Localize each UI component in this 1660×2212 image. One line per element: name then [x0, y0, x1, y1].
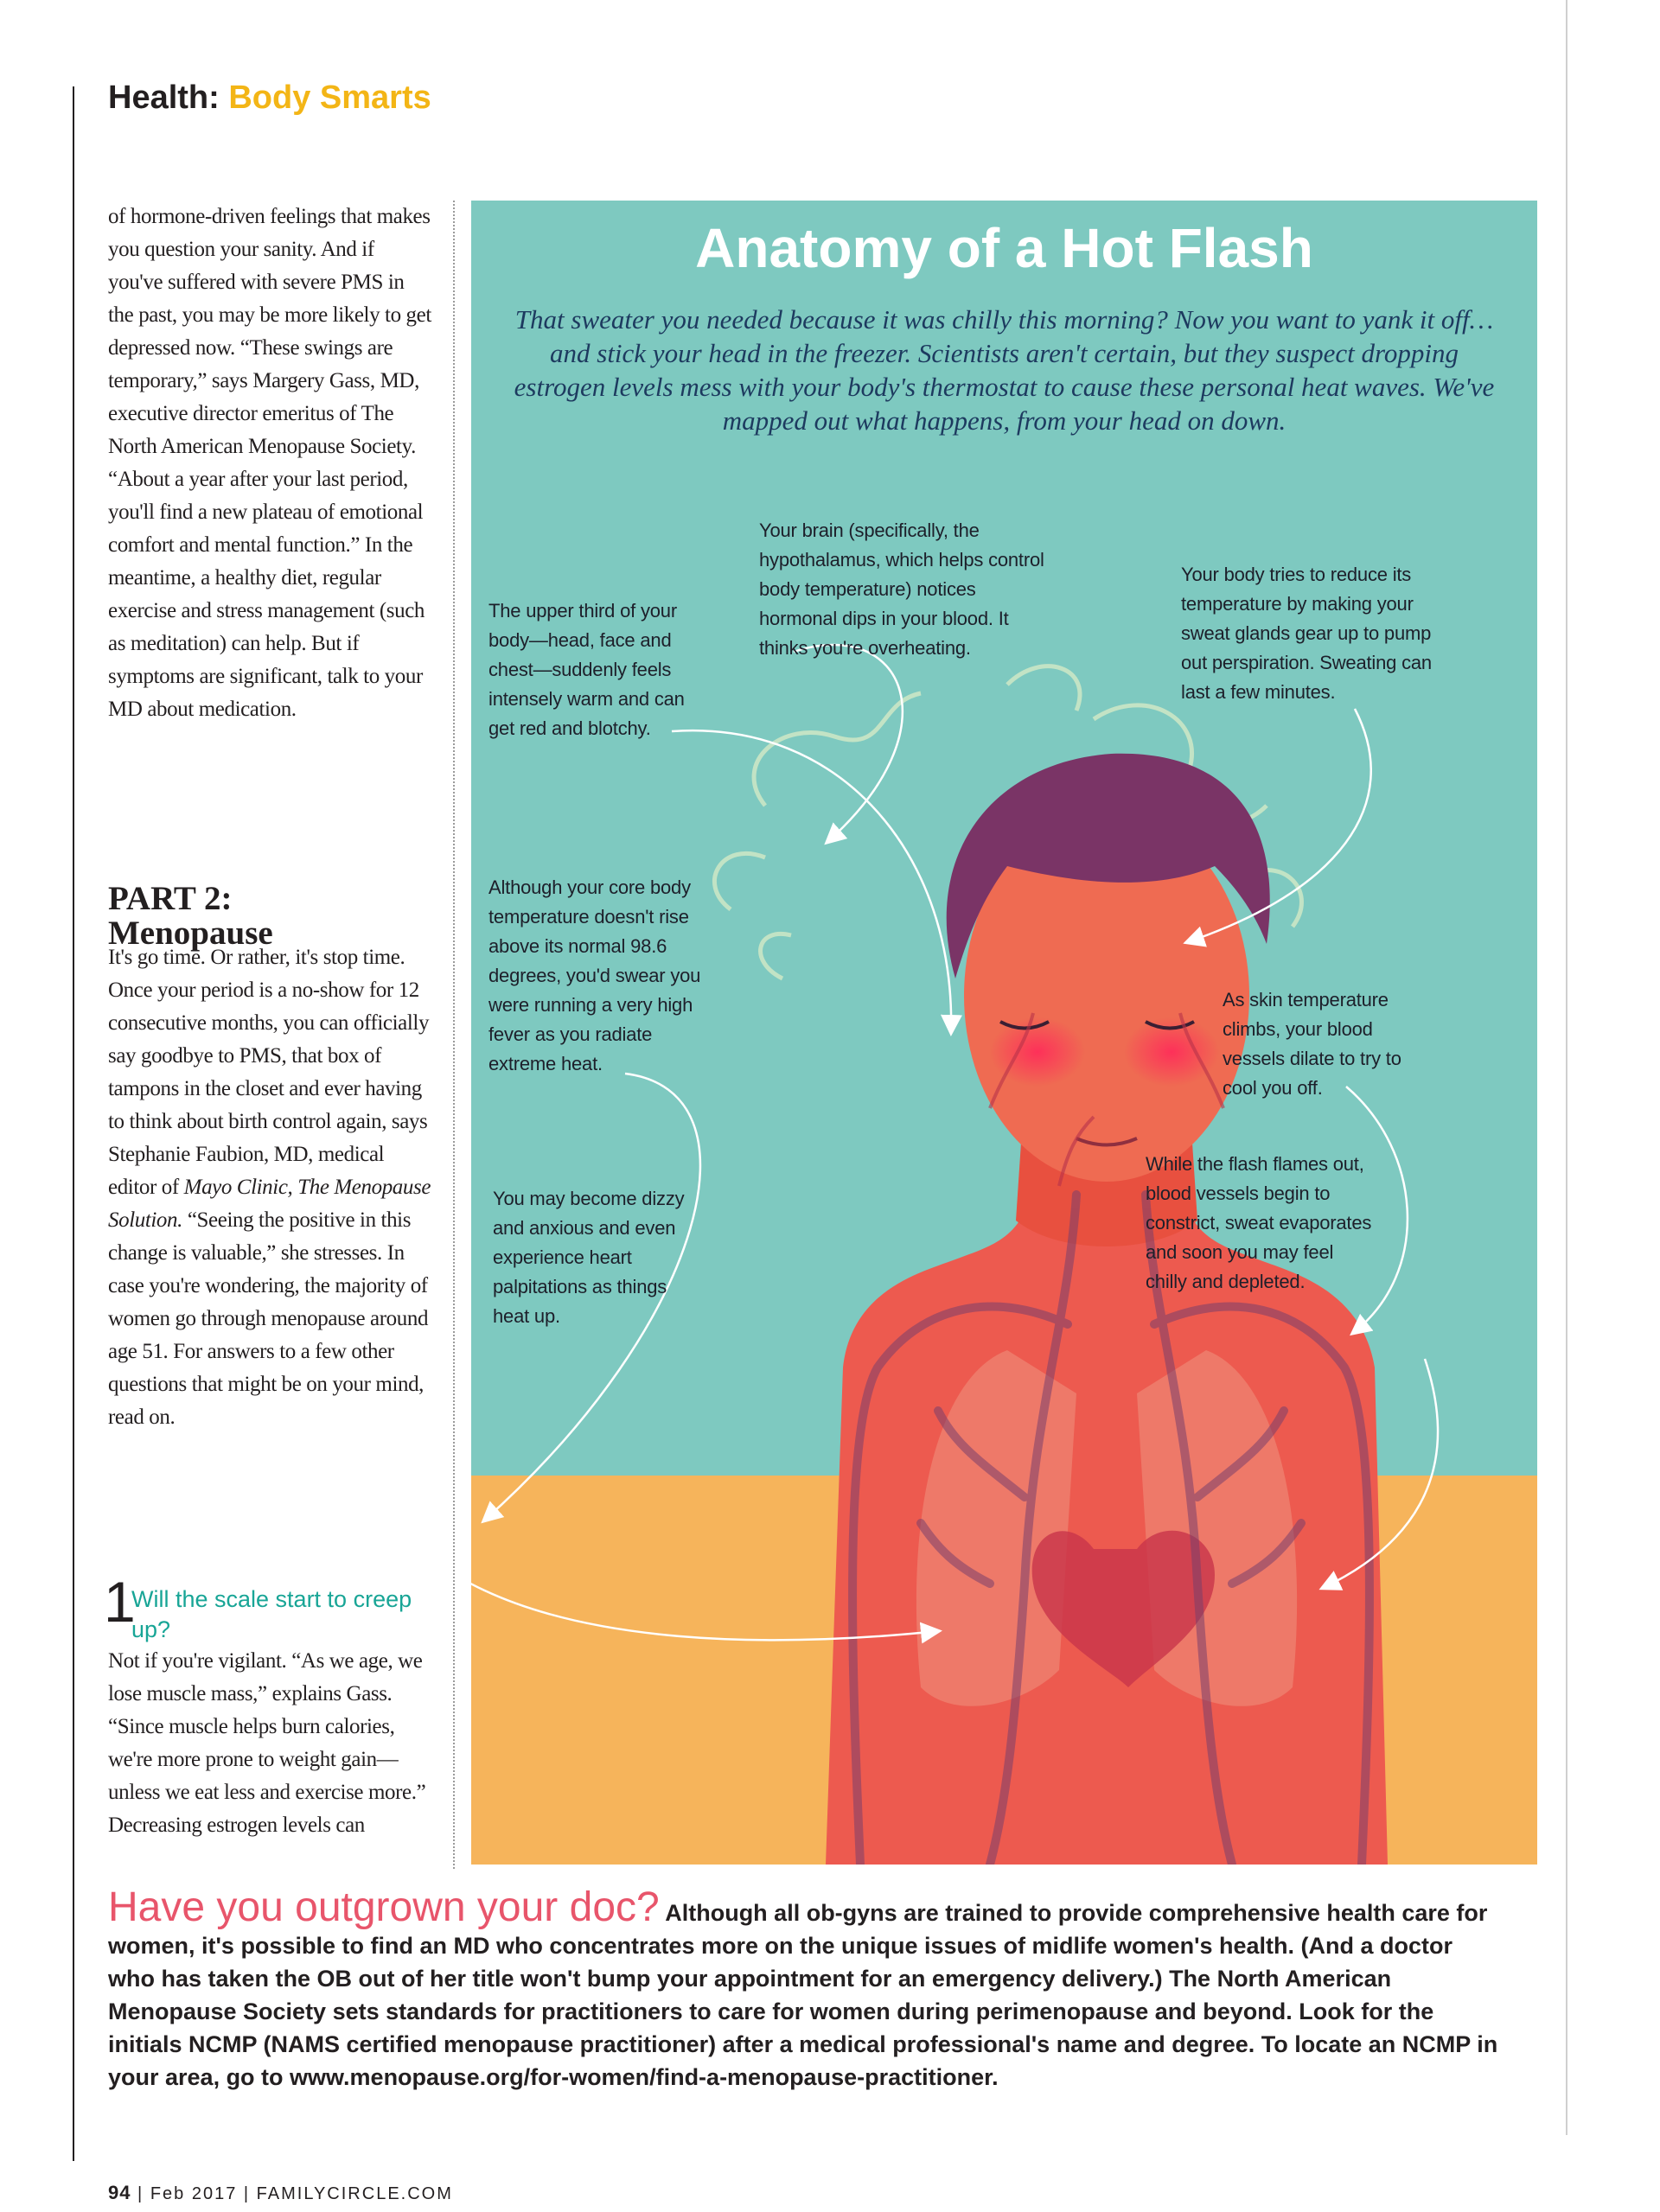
sidebar-body: Although all ob-gyns are trained to provide comprehensive health care for women, it's possible to find an MD who concentrates more on the unique issues of midlife women's health. (And a doctor who has taken the OB out of her title won't bump your appointment for an emergency delivery.) The North American Menopause Society sets standards for practitioners to care for women during perimenopause and beyond. Look for the initials NCMP (NAMS certified menopause practitioner) after a medical professional's name and degree. To locate an NCMP in your area, go to www.menopause.org/for-women/find-a-menopause-practitioner. — [108, 1900, 1498, 2090]
annotation-core-temp: Although your core body temperature doesn't rise above its normal 98.6 degrees, you'd swear you were running a very high fever as you radiate extreme heat. — [488, 877, 701, 1074]
page-folio: 94 | Feb 2017 | FAMILYCIRCLE.COM — [108, 2182, 453, 2203]
subsection-label: Body Smarts — [228, 80, 431, 116]
illustration-title: Anatomy of a Hot Flash — [695, 217, 1313, 279]
book-title: Mayo Clinic, The Menopause Solution. — [108, 1176, 431, 1232]
illustration-intro: That sweater you needed because it was chilly this morning? Now you want to yank it off…and stick your head in the freezer. Scientists aren't certain, but they suspect dropping estrogen levels mess with your body's thermostat to cause these personal heat waves. We've mapped out what happens, from your head on down. — [514, 304, 1495, 436]
answer-body — [108, 1645, 432, 1842]
answer-paragraph: Not if you're vigilant. “As we age, we lose muscle mass,” explains Gass. “Since muscle helps burn calories, we're more prone to weight gain—unless we eat less and exercise more.” Decreasing estrogen levels can — [108, 1649, 426, 1837]
annotation-dizzy: You may become dizzy and anxious and even experience heart palpitations as things heat up. — [493, 1188, 685, 1327]
left-column-top-text — [108, 201, 432, 726]
part-text-1: It's go time. Or rather, it's stop time. Once your period is a no-show for 12 consecutive months, you can officially say goodbye to PMS, that box of tampons in the closet and ever having to think about birth control again, says Stephanie Faubion, MD, medical editor of — [108, 946, 430, 1199]
page-number: 94 — [108, 2182, 131, 2203]
section-label: Health: — [108, 80, 220, 116]
annotation-body-reduce: Your body tries to reduce its temperature by making your sweat glands gear up to pump out perspiration. Sweating can last a few minutes. — [1181, 564, 1432, 703]
column-divider — [453, 201, 455, 1869]
question-number: 1 — [104, 1570, 136, 1634]
left-margin-rule — [73, 86, 74, 2161]
question-heading: Will the scale start to creep up? — [131, 1586, 412, 1642]
part-paragraph — [108, 941, 432, 1434]
issue-date: Feb 2017 — [150, 2184, 238, 2203]
annotation-skin-temp: As skin temperature climbs, your blood vessels dilate to try to cool you off. — [1223, 989, 1401, 1099]
part-body — [108, 941, 432, 1434]
annotation-upper-third: The upper third of your body—head, face and chest—suddenly feels intensely warm and can get red and blotchy. — [488, 600, 685, 739]
annotation-brain: Your brain (specifically, the hypothalamus, which helps control body temperature) notices hormonal dips in your blood. It thinks you're overheating. — [759, 520, 1044, 659]
right-margin-rule — [1566, 0, 1567, 2135]
part-text-2: “Seeing the positive in this change is valuable,” she stresses. In case you're wondering, the majority of women go through menopause around age 51. For answers to a few other questions that might be on your mind, read on. — [108, 1208, 429, 1429]
sidebar-heading: Have you outgrown your doc? — [108, 1884, 660, 1930]
part-heading-line2: Menopause — [108, 915, 273, 952]
section-header — [108, 80, 431, 117]
sidebar-box — [108, 1884, 1500, 2094]
intro-paragraph: of hormone-driven feelings that makes you question your sanity. And if you've suffered with severe PMS in the past, you may be more likely to get depressed now. “These swings are temporary,” says Margery Gass, MD, executive director emeritus of The North American Menopause Society. “About a year after your last period, you'll find a new plateau of emotional comfort and mental function.” In the meantime, a healthy diet, regular exercise and stress management (such as meditation) can help. But if symptoms are significant, talk to your MD about medication. — [108, 205, 431, 721]
annotation-flash-out: While the flash flames out, blood vessels begin to constrict, sweat evaporates and soon you may feel chilly and depleted. — [1146, 1153, 1372, 1292]
part-heading — [108, 882, 437, 951]
site-name: FAMILYCIRCLE.COM — [256, 2184, 453, 2203]
part-heading-line1: PART 2: — [108, 880, 233, 917]
